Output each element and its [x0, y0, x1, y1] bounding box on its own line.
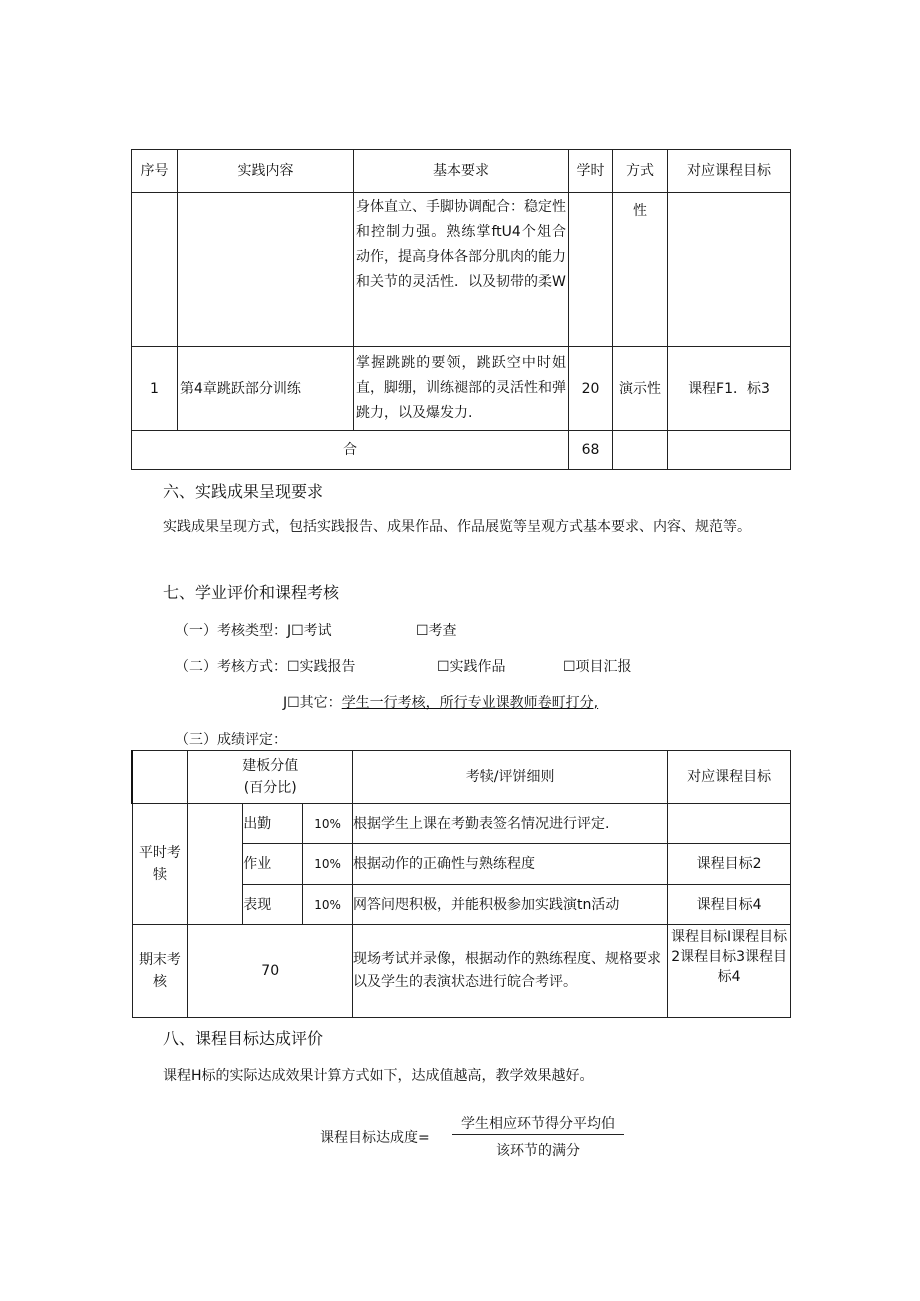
assessment-method-project: ☐项目汇报 [563, 659, 632, 675]
cell-mode: 性 [613, 193, 668, 347]
cell-no: 1 [132, 347, 178, 431]
header-target: 对应课程目标 [668, 150, 791, 193]
cell-content [178, 193, 354, 347]
final-rule: 现场考试并录像，根据动作的熟练程度、规格要求以及学生的表演状态进行皖合考评。 [353, 925, 668, 1018]
assessment-type-exam: （一）考核类型：J☐考试 [175, 623, 332, 639]
formula-label: 课程目标达成度= [320, 1130, 430, 1146]
final-target: 课程目标I课程目标2课程目标3课程目标4 [668, 925, 791, 1018]
total-label: 合 [132, 431, 569, 470]
item-target: 课程目标2 [668, 844, 791, 885]
cell-target [668, 193, 791, 347]
section6-title: 六、实践成果呈现要求 [163, 482, 324, 501]
table-row [132, 804, 791, 844]
header-no: 序号 [132, 150, 178, 193]
other-prefix: J☐其它： [283, 695, 342, 711]
header-rules: 考犊/评饼细则 [353, 751, 668, 804]
table-row [132, 925, 791, 1018]
section7-title: 七、学业评价和课程考核 [163, 583, 340, 602]
item-target: 课程目标4 [668, 885, 791, 925]
empty-cell [613, 431, 668, 470]
item-label: 表现 [243, 885, 303, 925]
fraction-line [452, 1134, 624, 1135]
assessment-other [283, 691, 598, 716]
header-blank [132, 751, 188, 804]
assessment-type-check: ☐考查 [416, 623, 457, 639]
header-weight-line1: 建板分值 [242, 758, 299, 774]
section8-title: 八、课程目标达成评价 [163, 1029, 324, 1048]
cell-content: 第4章跳跃部分训练 [178, 347, 354, 431]
final-pct: 70 [188, 925, 353, 1018]
table-row [132, 193, 791, 347]
empty-cell [188, 804, 243, 925]
final-label-line2: 核 [152, 974, 167, 990]
header-weight-line2: (百分比) [243, 780, 297, 796]
cell-requirement: 掌握跳跳的要领，跳跃空中时姐直，脚绷，训练褪部的灵活性和弹跳力，以及爆发力. [354, 347, 569, 431]
header-hours: 学时 [569, 150, 613, 193]
table-row [132, 347, 791, 431]
header-target: 对应课程目标 [668, 751, 791, 804]
total-row [132, 431, 791, 470]
total-hours: 68 [569, 431, 613, 470]
group1-label-line1: 平时考 [138, 845, 181, 861]
item-label: 作业 [243, 844, 303, 885]
other-text: 学生一行考核，所行专业课教师卷町打分, [341, 695, 599, 711]
cell-mode: 演示性 [613, 347, 668, 431]
group1-label [132, 804, 188, 925]
header-weight [188, 751, 353, 804]
section6-body: 实践成果呈现方式，包括实践报告、成果作品、作品展览等呈观方式基本要求、内容、规范等。 [163, 519, 751, 535]
item-rule: 根据动作的正确性与熟练程度 [353, 844, 668, 885]
cell-target: 课程F1．标3 [668, 347, 791, 431]
cell-hours: 20 [569, 347, 613, 431]
assessment-method-work: ☐实践作品 [437, 659, 506, 675]
section8-body: 课程H标的实际达成效果计算方式如下，达成值越高，教学效果越好。 [163, 1068, 594, 1084]
cell-hours [569, 193, 613, 347]
formula-numerator: 学生相应环节得分平均伯 [461, 1116, 615, 1132]
grade-evaluation-label: （三）成绩评定： [175, 732, 287, 748]
final-label [132, 925, 188, 1018]
header-mode: 方式 [613, 150, 668, 193]
item-target [668, 804, 791, 844]
cell-no [132, 193, 178, 347]
empty-cell [668, 431, 791, 470]
final-label-line1: 期末考 [138, 952, 181, 968]
group1-label-line2: 犊 [152, 867, 167, 883]
header-content: 实践内容 [178, 150, 354, 193]
header-requirement: 基本要求 [354, 150, 569, 193]
grading-table [131, 750, 791, 1018]
item-rule: 网答问咫积极，并能积极参加实践演tn活动 [353, 885, 668, 925]
item-pct: 10% [303, 804, 353, 844]
item-rule: 根据学生上课在考勤表签名情况进行评定. [353, 804, 668, 844]
cell-requirement: 身体直立、手脚协调配合：稳定性和控制力强。熟练掌ftU4个俎合动作，提高身体各部分肌肉的能力和关节的灵活性．以及韧带的柔W [354, 193, 569, 347]
item-pct: 10% [303, 885, 353, 925]
item-label: 出勤 [243, 804, 303, 844]
assessment-method-report: （二）考核方式：☐实践报告 [175, 659, 356, 675]
practice-table [131, 149, 791, 470]
item-pct: 10% [303, 844, 353, 885]
formula-denominator: 该环节的满分 [496, 1143, 580, 1159]
